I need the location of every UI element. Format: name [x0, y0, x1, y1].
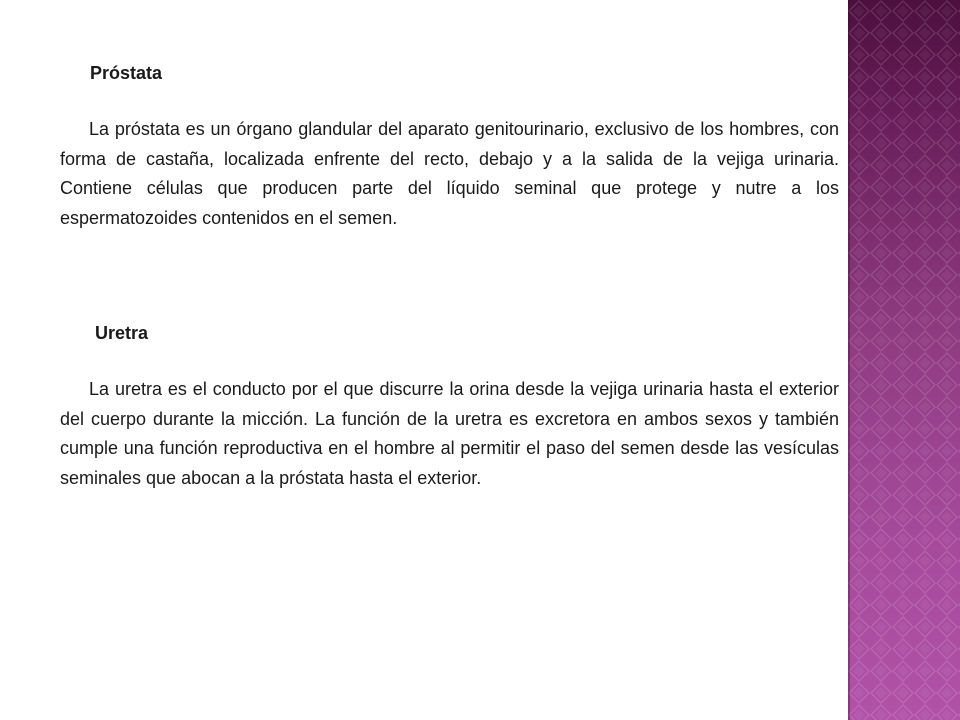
paragraph-prostata: La próstata es un órgano glandular del aparato genitourinario, exclusivo de los hombres, con forma de castaña, localizada enfrente del recto, debajo y a la salida de la vejiga urinaria. Contiene células que producen parte del líquido seminal que protege y nutre a los espermatozoides contenidos en el semen.	[60, 119, 839, 228]
heading-prostata: Próstata	[90, 63, 163, 83]
heading-uretra: Uretra	[95, 323, 149, 343]
sidebar-edge	[848, 0, 850, 720]
paragraph-uretra: La uretra es el conducto por el que discurre la orina desde la vejiga urinaria hasta el exterior del cuerpo durante la micción. La función de la uretra es excretora en ambos sexos y también cumple una función reproductiva en el hombre al permitir el paso del semen desde las vesículas seminales que abocan a la próstata hasta el exterior.	[60, 379, 839, 488]
diamond-pattern	[848, 0, 960, 720]
decorative-sidebar	[848, 0, 960, 720]
